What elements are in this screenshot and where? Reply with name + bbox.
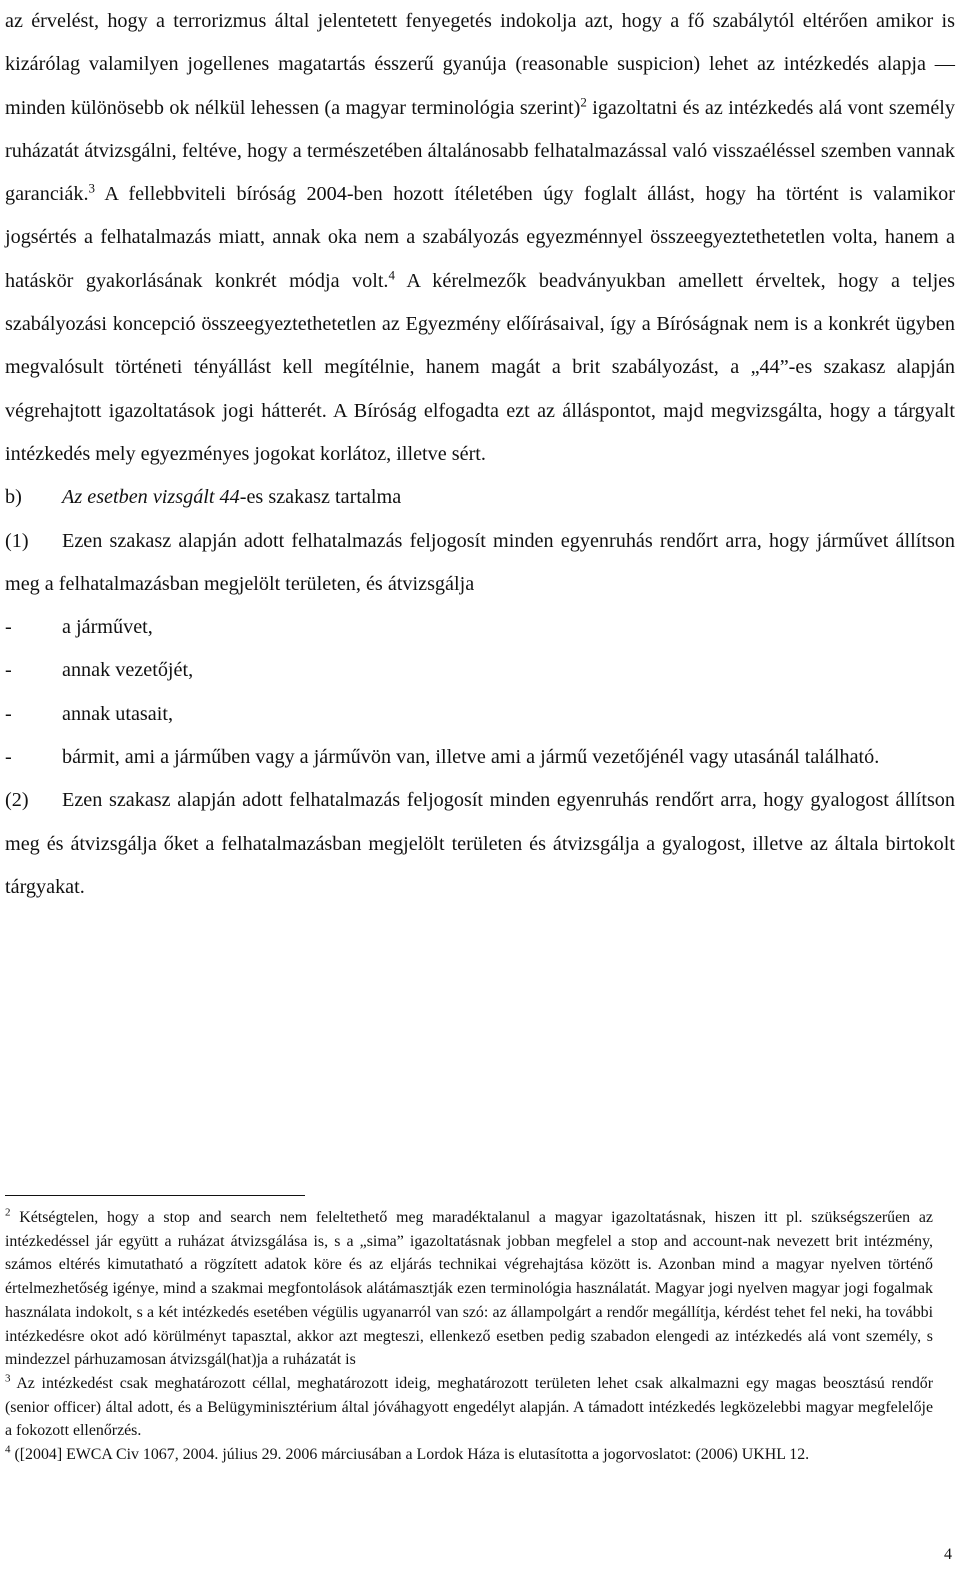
text-run: igazoltatni és az intézkedés alá vont személy ruházatát átvizsgálni, feltéve, hogy a természetében általánosabb felhatalmazással való visszaéléssel szemben vannak garanciák. — [5, 96, 955, 206]
document-page — [5, 0, 955, 909]
list-text: a járművet, — [62, 616, 153, 639]
footnote-3 — [5, 1372, 933, 1443]
list-text: annak vezetőjét, — [62, 659, 194, 682]
footnotes — [5, 1206, 933, 1467]
footnote-number: 3 — [5, 1372, 11, 1385]
list-dash: - — [5, 746, 12, 769]
footnote-number: 2 — [5, 1206, 11, 1219]
main-text — [5, 0, 955, 909]
subsection-2 — [5, 779, 955, 909]
list-item — [5, 606, 955, 649]
section-title-rest: -es szakasz tartalma — [239, 486, 402, 509]
list-item — [5, 693, 955, 736]
list-dash: - — [5, 616, 12, 639]
paragraph-case-summary — [5, 0, 955, 476]
footnote-ref-4[interactable]: 4 — [388, 267, 395, 283]
list-text: bármit, ami a járműben vagy a járművön van, illetve ami a jármű vezetőjénél vagy utasánál található. — [62, 746, 880, 769]
footnote-text: ([2004] EWCA Civ 1067, 2004. július 29. 2006 márciusában a Lordok Háza is elutasította a jogorvoslatot: (2006) UKHL 12. — [10, 1446, 810, 1464]
footnote-2 — [5, 1206, 933, 1372]
footnote-text: Kétségtelen, hogy a stop and search nem feleltethető meg maradéktalanul a magyar igazoltatásnak, hiszen itt pl. szükségszerűen az intézkedéssel jár együtt a ruházat átvizsgálása is, s a „sima” igazoltatásnak jobban megfelel a stop and account-nak nevezett brit intézmény, számos eltérés kimutatható a rögzített adatok köre és az eljárás technikai végrehajtása között is. Azonban mind a magyar nyelven történő értelmezhetőség igénye, mind a szakmai megfontolások alátámasztják ezen terminológia használatát. Magyar jogi nyelven magyar jogi fogalmak használata indokolt, s a két intézkedés esetében végülis ugyanarról van szó: az állampolgárt a rendőr megállítja, kérdést tehet fel neki, ha további intézkedésre okot adó körülményt tapasztal, akkor azt megteszi, ellenkező esetben pedig szabadon elengedi az intézkedés alá vont személy, s mindezzel párhuzamosan átvizsgál(hat)ja a ruházatát is — [5, 1209, 933, 1369]
subsection-number: (1) — [5, 529, 29, 552]
section-label: b) — [5, 486, 22, 509]
subsection-number: (2) — [5, 789, 29, 812]
footnote-text: Az intézkedést csak meghatározott céllal, meghatározott ideig, meghatározott területen lehet csak alkalmazni egy magas beosztású rendőr (senior officer) által adott, és a Belügyminisztérium által jóváhagyott engedélyt alapján. A támadott intézkedés legközelebbi magyar megfelelője a fokozott ellenőrzés. — [5, 1374, 933, 1440]
text-run: az érvelést, hogy a terrorizmus által jelentetett fenyegetés indokolja azt, hogy a fő szabálytól eltérően amikor is kizárólag valamilyen jogellenes magatartás ésszerű gyanúja (reasonable suspicion) lehet az intézkedés alapja ― minden különösebb ok nélkül lehessen (a magyar terminológia szerint) — [5, 10, 955, 119]
footnote-ref-2[interactable]: 2 — [580, 93, 587, 109]
list-item — [5, 736, 955, 779]
text-run: A kérelmezők beadványukban amellett érveltek, hogy a teljes szabályozási koncepció összeegyeztethetetlen az Egyezmény előírásaival, így a Bíróságnak nem is a konkrét ügyben megvalósult történeti tényállást kell megítélnie, hanem magát a brit szabályozást, a „44”-es szakasz alapján végrehajtott igazoltatások jogi hátterét. A Bíróság elfogadta ezt az álláspontot, majd megvizsgálta, hogy a tárgyalt intézkedés mely egyezményes jogokat korlátoz, illetve sért. — [5, 269, 955, 465]
list-item — [5, 649, 955, 692]
list-text: annak utasait, — [62, 702, 173, 725]
page-number: 4 — [944, 1546, 952, 1563]
text-run: A fellebbviteli bíróság 2004-ben hozott ítéletében úgy foglalt állást, hogy ha történt is valamikor jogsértés a felhatalmazás miatt, annak oka nem a szabályozás egyezménnyel összeegyeztethetetlen volta, hanem a hatáskör gyakorlásának konkrét módja volt. — [5, 183, 955, 292]
footnote-4 — [5, 1443, 933, 1467]
subsection-text: Ezen szakasz alapján adott felhatalmazás feljogosít minden egyenruhás rendőrt arra, hogy gyalogost állítson meg és átvizsgálja őket a felhatalmazásban megjelölt területen és átvizsgálja a gyalogost, illetve az általa birtokolt tárgyakat. — [5, 789, 955, 898]
subsection-1 — [5, 520, 955, 607]
subsection-text: Ezen szakasz alapján adott felhatalmazás feljogosít minden egyenruhás rendőrt arra, hogy járművet állítson meg a felhatalmazásban megjelölt területen, és átvizsgálja — [5, 529, 955, 595]
footnote-number: 4 — [5, 1443, 11, 1456]
footnote-separator — [5, 1195, 305, 1196]
section-title-italic: Az esetben vizsgált 44 — [62, 486, 240, 509]
list-dash: - — [5, 702, 12, 725]
section-heading-b — [5, 476, 955, 519]
list-dash: - — [5, 659, 12, 682]
footnote-ref-3[interactable]: 3 — [88, 180, 96, 196]
